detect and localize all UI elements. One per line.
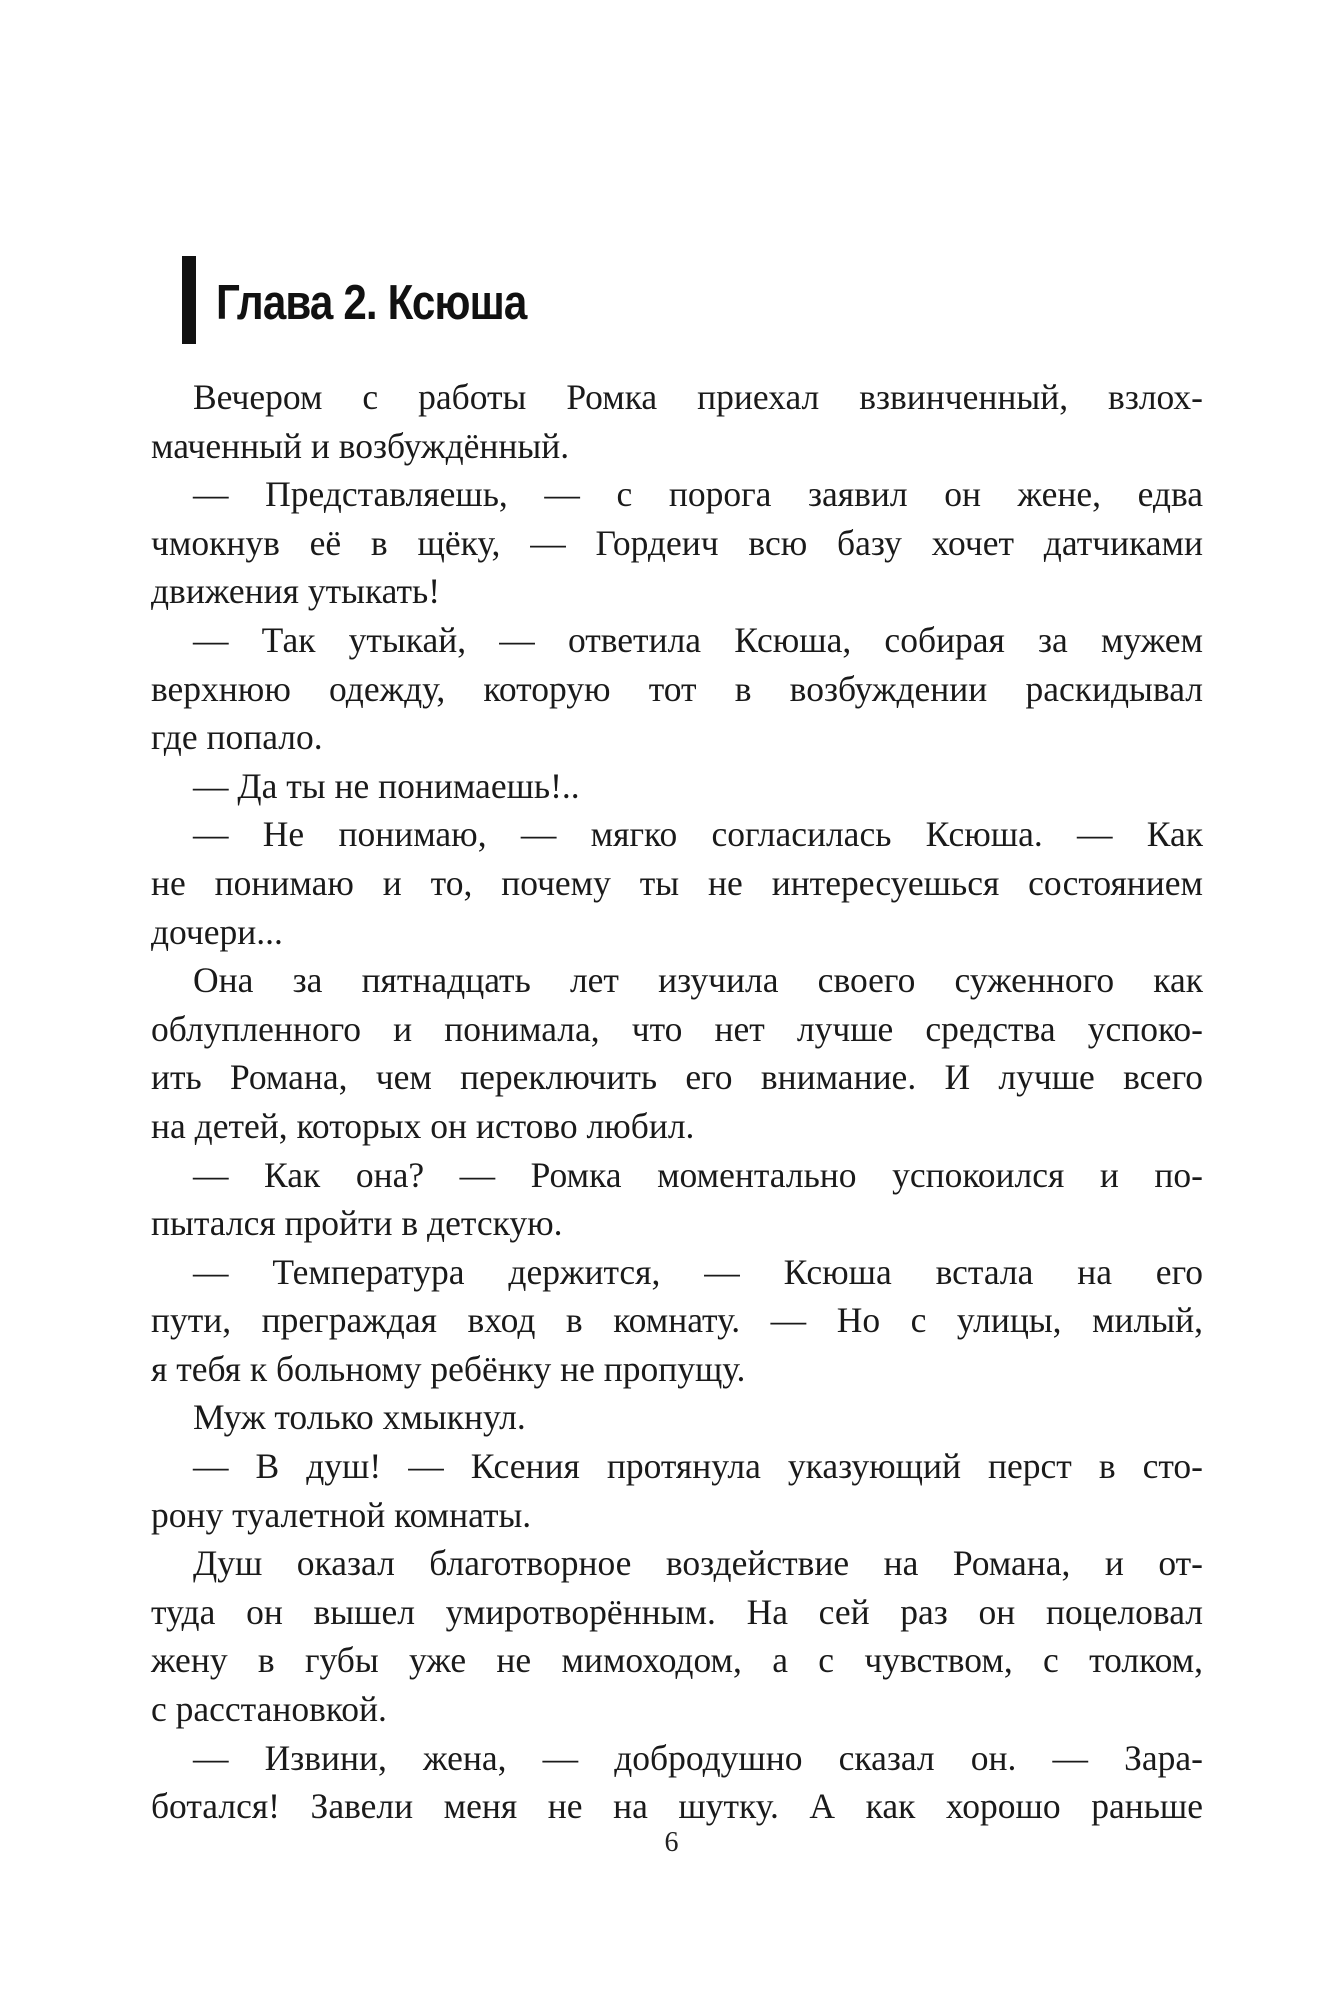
text-line: Душ оказал благотворное воздействие на Романа, и от- [193, 1543, 1203, 1584]
text-line: — Представляешь, — с порога заявил он жене, едва [193, 474, 1203, 515]
text-line: — Температура держится, — Ксюша встала на его [193, 1251, 1203, 1292]
text-line: где попало. [151, 717, 323, 758]
text-line: туда он вышел умиротворённым. На сей раз он поцеловал [151, 1591, 1203, 1632]
text-line: рону туалетной комнаты. [151, 1494, 532, 1535]
chapter-title: Глава 2. Ксюша [216, 276, 527, 330]
text-line: я тебя к больному ребёнку не пропущу. [151, 1348, 746, 1389]
text-line: пытался пройти в детскую. [151, 1203, 563, 1244]
text-line: движения утыкать! [151, 571, 441, 612]
text-line: Муж только хмыкнул. [193, 1397, 526, 1438]
text-line: жену в губы уже не мимоходом, а с чувством, с толком, [151, 1640, 1203, 1681]
text-line: — Как она? — Ромка моментально успокоился и по- [193, 1154, 1203, 1195]
text-line: облупленного и понимала, что нет лучше средства успоко- [151, 1008, 1203, 1049]
text-line: чмокнув её в щёку, — Гордеич всю базу хочет датчиками [151, 522, 1203, 563]
text-line: с расстановкой. [151, 1689, 387, 1730]
text-line: ботался! Завели меня не на шутку. А как хорошо раньше [151, 1786, 1203, 1827]
text-line: — Извини, жена, — добродушно сказал он. — Зара- [193, 1737, 1203, 1778]
text-line: не понимаю и то, почему ты не интересуешься состоянием [151, 862, 1203, 903]
text-line: — В душ! — Ксения протянула указующий перст в сто- [193, 1446, 1203, 1487]
text-line: ить Романа, чем переключить его внимание. И лучше всего [151, 1057, 1203, 1098]
text-line: Вечером с работы Ромка приехал взвинченный, взлох- [193, 377, 1203, 417]
text-line: — Да ты не понимаешь!.. [193, 765, 580, 806]
text-line: дочери... [151, 911, 283, 952]
text-line: Она за пятнадцать лет изучила своего суженного как [193, 960, 1203, 1001]
chapter-body-text [151, 373, 1203, 1831]
text-line: — Не понимаю, — мягко согласилась Ксюша. — Как [193, 814, 1203, 855]
text-line: маченный и возбуждённый. [151, 425, 570, 466]
text-line: — Так утыкай, — ответила Ксюша, собирая за мужем [193, 619, 1203, 660]
text-line: на детей, которых он истово любил. [151, 1105, 695, 1146]
chapter-marker-bar [182, 256, 196, 344]
text-line: верхнюю одежду, которую тот в возбуждении раскидывал [151, 668, 1203, 709]
text-line: пути, преграждая вход в комнату. — Но с улицы, милый, [151, 1300, 1203, 1341]
page-number: 6 [664, 1827, 679, 1858]
